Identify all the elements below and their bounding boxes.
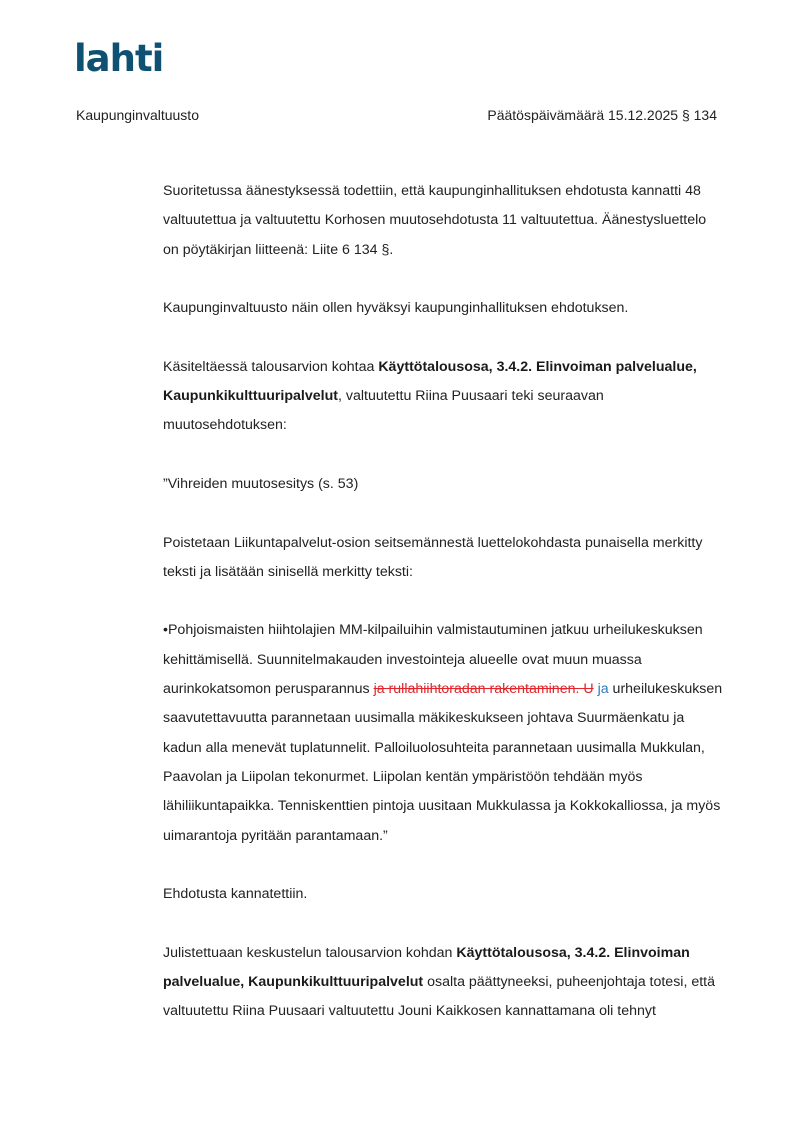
- paragraph-bullet: [163, 616, 723, 850]
- organ-name: Kaupunginvaltuusto: [76, 107, 199, 123]
- paragraph-seconded: Ehdotusta kannatettiin.: [163, 886, 308, 903]
- bold-section-ref: Käyttötalousosa, 3.4.2. Elinvoiman palvelualue, Kaupunkikulttuuripalvelut: [163, 944, 690, 991]
- paragraph-instruction: Poistetaan Liikuntapalvelut-osion seitsemännestä luettelokohdasta punaisella merkitty teksti ja lisätään sinisellä merkitty teksti:: [163, 534, 703, 580]
- text: urheilukeskuksen saavutettavuutta parannetaan uusimalla mäkikeskukseen johtava Suurmäenkatu ja kadun alla menevät tuplatunnelit. Palloiluolosuhteita parannetaan uusimalla Mukkulan, Paavolan ja Liipolan tekonurmet. Liipolan kentän ympäristöön tehdään myös lähiliikuntapaikka. Tenniskenttien pintoja uusitaan Mukkulassa ja Kokkokalliossa, ja myös uimarantoja pyritään parantamaan.”: [163, 681, 723, 844]
- lahti-logo: lahti: [74, 37, 164, 80]
- paragraph-vote-result: Suoritetussa äänestyksessä todettiin, että kaupunginhallituksen ehdotusta kannatti 48 valtuutettua ja valtuutettu Korhosen muutosehdotusta 11 valtuutettua. Äänestysluettelo on pöytäkirjan liitteenä: Liite 6 134 §.: [163, 183, 707, 258]
- paragraph-discussion-closed: [163, 939, 723, 1027]
- inserted-text: ja: [597, 681, 609, 698]
- paragraph-amendment-intro: [163, 353, 723, 441]
- paragraph-approval: Kaupunginvaltuusto näin ollen hyväksyi kaupunginhallituksen ehdotuksen.: [163, 300, 629, 317]
- document-body: [163, 177, 723, 1056]
- text: osalta päättyneeksi, puheenjohtaja totesi, että valtuutettu Riina Puusaari valtuutettu Jouni Kaikkosen kannattamana oli tehnyt: [163, 974, 715, 1020]
- decision-date: Päätöspäivämäärä 15.12.2025 § 134: [487, 107, 717, 123]
- text: •Pohjoismaisten hiihtolajien MM-kilpailuihin valmistautuminen jatkuu urheilukeskuksen kehittämisellä. Suunnitelmakauden investointeja alueelle ovat muun muassa aurinkokatsomon perusparannus: [163, 622, 703, 698]
- text: , valtuutettu Riina Puusaari teki seuraavan muutosehdotuksen:: [163, 388, 604, 434]
- paragraph-proposal-title: ”Vihreiden muutosesitys (s. 53): [163, 475, 359, 492]
- text: Käsiteltäessä talousarvion kohtaa: [163, 358, 379, 375]
- deleted-text: ja rullahiihtoradan rakentaminen. U: [373, 681, 594, 698]
- text: Julistettuaan keskustelun talousarvion kohdan: [163, 944, 457, 961]
- bold-section-ref: Käyttötalousosa, 3.4.2. Elinvoiman palvelualue, Kaupunkikulttuuripalvelut: [163, 358, 697, 405]
